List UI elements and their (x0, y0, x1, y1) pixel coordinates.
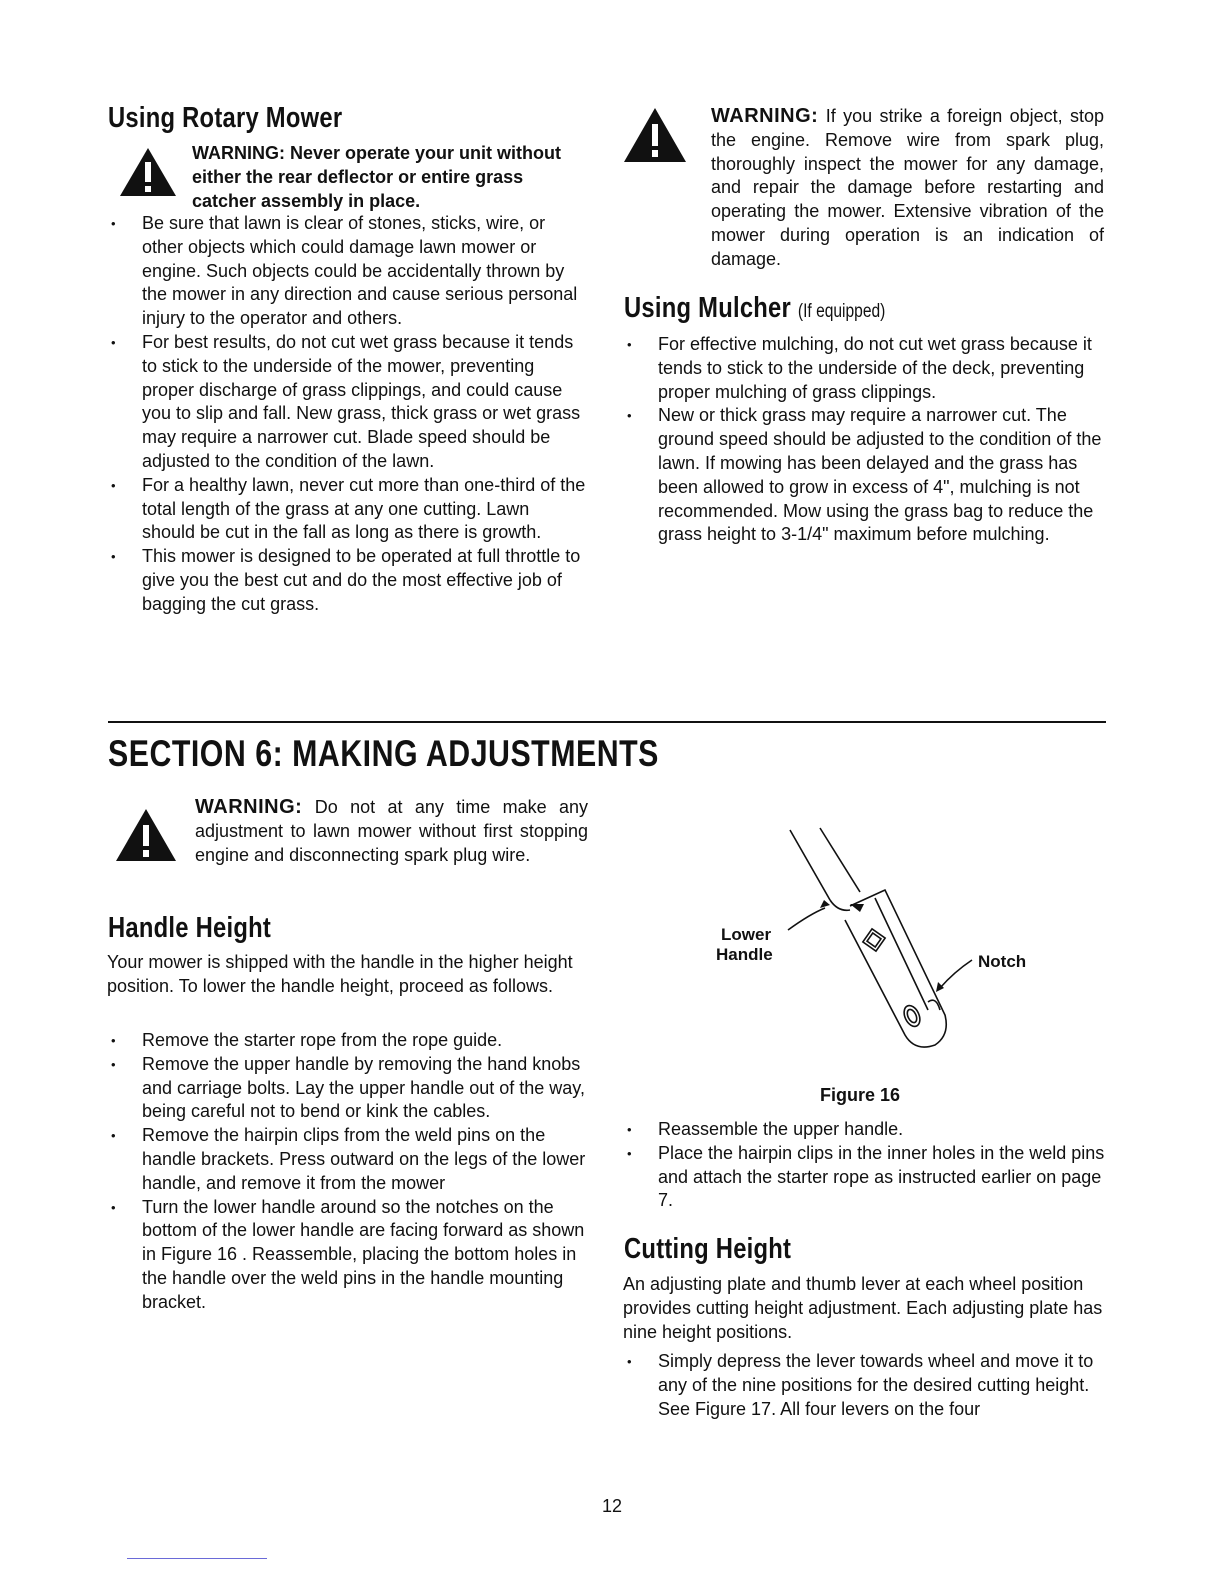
list-item: • For a healthy lawn, never cut more than one-third of the total length of the grass at any one cutting. Lawn should be cut in the fall as long as there is growth. (107, 474, 587, 545)
list-item: • Place the hairpin clips in the inner holes in the weld pins and attach the starter rope as instructed earlier on page 7. (623, 1142, 1108, 1213)
heading-cutting-height: Cutting Height (624, 1233, 792, 1265)
handle-bullet-list (107, 1029, 589, 1315)
footer-link-underline (127, 1558, 267, 1559)
list-item: • Simply depress the lever towards wheel and move it to any of the nine positions for the desired cutting height. See Figure 17. All four levers on the four (623, 1350, 1108, 1421)
list-item: • This mower is designed to be operated at full throttle to give you the best cut and do the most effective job of bagging the cut grass. (107, 545, 587, 616)
rotary-warning: WARNING: Never operate your unit without either the rear deflector or entire grass catcher assembly in place. (192, 143, 562, 211)
cutting-intro: An adjusting plate and thumb lever at each wheel position provides cutting height adjustment. Each adjusting plate has nine height positions. (623, 1274, 1103, 1342)
page-number: 12 (601, 1496, 623, 1516)
warning-text: If you strike a foreign object, stop the engine. Remove wire from spark plug, thoroughly inspect the mower for any damage, and repair the damage before restarting and operating the mower. Extensive vibration of the mower during operation is an indication of damage. (711, 106, 1104, 269)
heading-note: (If equipped) (797, 301, 886, 322)
section-title: SECTION 6: MAKING ADJUSTMENTS (108, 733, 659, 774)
list-item: • Reassemble the upper handle. (623, 1118, 1108, 1142)
figure-label-lower-handle: Lower Handle (716, 925, 773, 964)
section-divider (108, 721, 1106, 723)
figure-16-caption: Figure 16 (820, 1085, 901, 1105)
heading-using-rotary-mower: Using Rotary Mower (108, 102, 343, 134)
list-item: • New or thick grass may require a narrower cut. The ground speed should be adjusted to the condition of the lawn. If mowing has been delayed and the grass has been allowed to grow in excess of 4", mulching is not recommended. Mow using the grass bag to reduce the grass height to 3-1/4" maximum before mulching. (623, 404, 1108, 547)
list-item: • Turn the lower handle around so the notches on the bottom of the lower handle are facing forward as shown in Figure 16 . Reassemble, placing the bottom holes in the handle over the weld pins in the handle mounting bracket. (107, 1196, 589, 1315)
cutting-bullet-list (623, 1350, 1108, 1421)
heading-using-mulcher: Using Mulcher (If equipped) (624, 292, 886, 324)
foreign-object-warning (711, 105, 1104, 272)
warning-label: WARNING: (711, 105, 819, 127)
list-item: • For effective mulching, do not cut wet grass because it tends to stick to the underside of the deck, preventing proper mulching of grass clippings. (623, 333, 1108, 404)
heading-handle-height: Handle Height (108, 912, 272, 944)
handle-intro: Your mower is shipped with the handle in the higher height position. To lower the handle height, proceed as follows. (107, 952, 573, 996)
reassemble-bullet-list (623, 1118, 1108, 1213)
warning-text: Do not at any time make any adjustment to lawn mower without first stopping engine and disconnecting spark plug wire. (195, 797, 588, 865)
warning-label: WARNING: (195, 796, 303, 818)
mulcher-bullet-list (623, 333, 1108, 547)
warning-triangle-icon (118, 146, 178, 198)
warning-triangle-icon (622, 106, 688, 164)
rotary-bullet-list (107, 212, 587, 617)
adjustment-warning (195, 796, 588, 867)
list-item: • Remove the starter rope from the rope guide. (107, 1029, 589, 1053)
list-item: • For best results, do not cut wet grass because it tends to stick to the underside of the mower, preventing proper discharge of grass clippings, and could cause you to slip and fall. New grass, thick grass or wet grass may require a narrower cut. Blade speed should be adjusted to the condition of the lawn. (107, 331, 587, 474)
list-item: • Remove the hairpin clips from the weld pins on the handle brackets. Press outward on the legs of the lower handle, and remove it from the mower (107, 1124, 589, 1195)
warning-triangle-icon (114, 807, 178, 863)
mulcher-heading-block (624, 292, 943, 325)
list-item: • Remove the upper handle by removing the hand knobs and carriage bolts. Lay the upper handle out of the way, being careful not to bend or kink the cables. (107, 1053, 589, 1124)
list-item: • Be sure that lawn is clear of stones, sticks, wire, or other objects which could damage lawn mower or engine. Such objects could be accidentally thrown by the mower in any direction and cause serious personal injury to the operator and others. (107, 212, 587, 331)
figure-label-notch: Notch (978, 952, 1027, 971)
